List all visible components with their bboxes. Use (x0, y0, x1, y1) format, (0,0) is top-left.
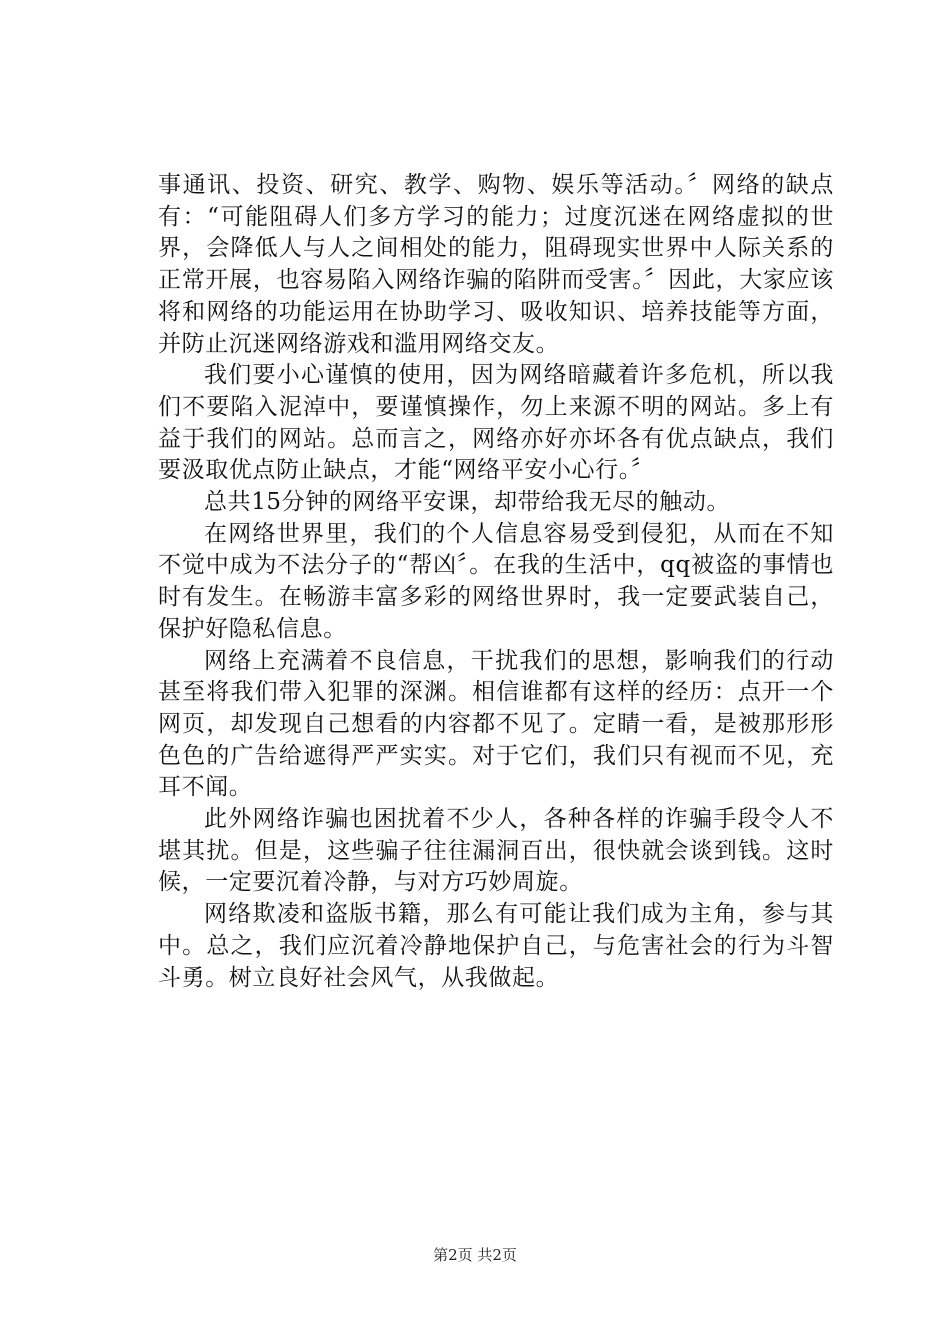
paragraph-3: 总共15分钟的网络平安课，却带给我无尽的触动。 (204, 489, 731, 516)
paragraph-1: 事通讯、投资、研究、教学、购物、娱乐等活动。〞网络的缺点有：“可能阻碍人们多方学习的能力；过度沉迷在网络虚拟的世界，会降低人与人之间相处的能力，阻碍现实世界中人际关系的正常开展，也容易陷入网络诈骗的陷阱而受害。〞因此，大家应该将和网络的功能运用在协助学习、吸收知识、培养技能等方面，并防止沉迷网络游戏和滥用网络交友。 (158, 172, 834, 357)
paragraph-2: 我们要小心谨慎的使用，因为网络暗藏着许多危机，所以我们不要陷入泥淖中，要谨慎操作，勿上来源不明的网站。多上有益于我们的网站。总而言之，网络亦好亦坏各有优点缺点，我们要汲取优点防止缺点，才能“网络平安小心行。〞 (158, 362, 834, 484)
page-footer: 第2页 共2页 (433, 1246, 517, 1264)
paragraph-7: 网络欺凌和盗版书籍，那么有可能让我们成为主角，参与其中。总之，我们应沉着冷静地保护自己，与危害社会的行为斗智斗勇。树立良好社会风气，从我做起。 (158, 901, 834, 991)
document-body (158, 170, 834, 994)
paragraph-4: 在网络世界里，我们的个人信息容易受到侵犯，从而在不知不觉中成为不法分子的“帮凶〞。在我的生活中，qq被盗的事情也时有发生。在畅游丰富多彩的网络世界时，我一定要武装自己，保护好隐私信息。 (158, 520, 834, 642)
paragraph-6: 此外网络诈骗也困扰着不少人，各种各样的诈骗手段令人不堪其扰。但是，这些骗子往往漏洞百出，很快就会谈到钱。这时候，一定要沉着冷静，与对方巧妙周旋。 (158, 806, 834, 896)
paragraph-5: 网络上充满着不良信息，干扰我们的思想，影响我们的行动甚至将我们带入犯罪的深渊。相信谁都有这样的经历：点开一个网页，却发现自己想看的内容都不见了。定睛一看，是被那形形色色的广告给遮得严严实实。对于它们，我们只有视而不见，充耳不闻。 (158, 647, 834, 801)
